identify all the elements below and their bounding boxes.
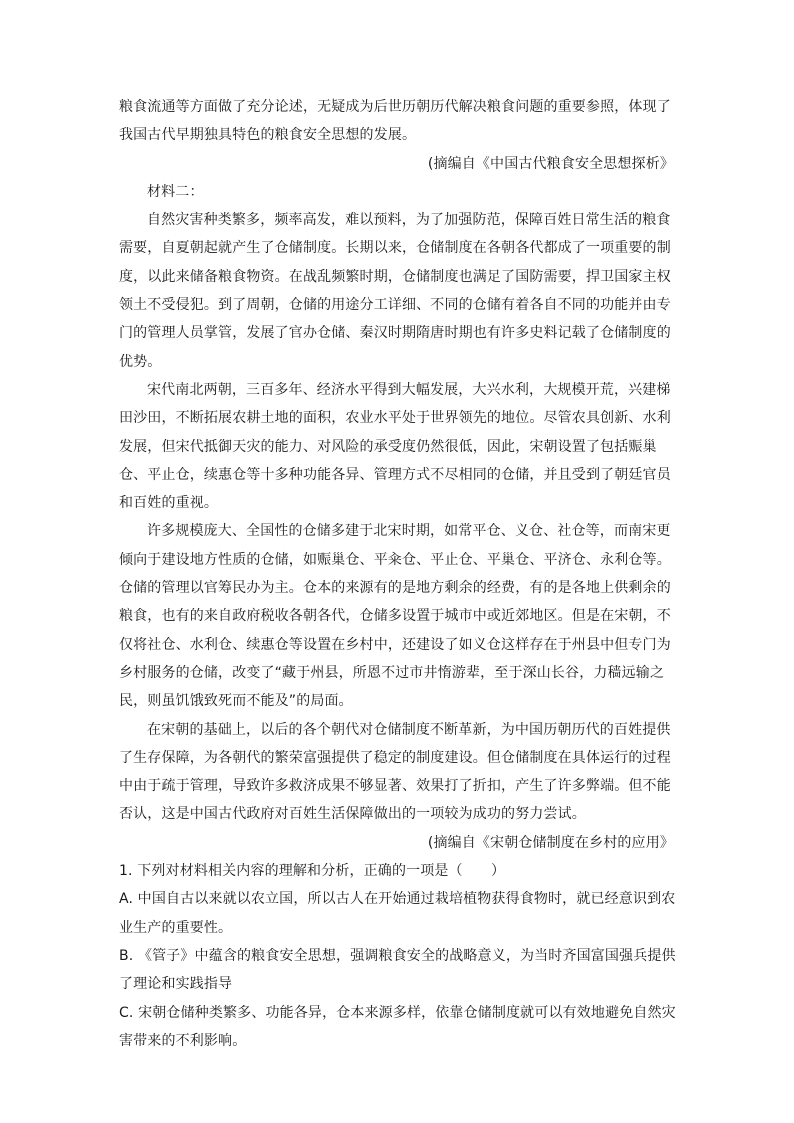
text-line: 我国古代早期独具特色的粮食安全思想的发展。 bbox=[119, 127, 417, 144]
option-line: C. 宋朝仓储种类繁多、功能各异，仓本来源多样，依靠仓储制度就可以有效地避免自然灾 bbox=[119, 1004, 676, 1021]
text-line: 许多规模庞大、全国性的仓储多建于北宋时期，如常平仓、义仓、社仓等，而南宋更 bbox=[147, 523, 671, 540]
section-heading: 材料二： bbox=[147, 183, 204, 200]
option-line: 了理论和实践指导 bbox=[119, 976, 233, 993]
text-line: 在宋朝的基础上，以后的各个朝代对仓储制度不断革新，为中国历朝历代的百姓提供 bbox=[147, 721, 671, 738]
text-line: 需要，自夏朝起就产生了仓储制度。长期以来，仓储制度在各朝各代都成了一项重要的制 bbox=[119, 240, 671, 257]
option-line: B. 《管子》中蕴含的粮食安全思想，强调粮食安全的战略意义，为当时齐国富国强兵提供 bbox=[119, 947, 676, 964]
text-line: 仅将社仓、水利仓、续惠仓等设置在乡村中，还建设了如义仓这样存在于州县中但专门为 bbox=[119, 636, 671, 653]
option-a bbox=[119, 885, 674, 942]
question-stem: 1. 下列对材料相关内容的理解和分析，正确的一项是（ ） bbox=[119, 863, 506, 880]
text-line: 领土不受侵犯。到了周朝，仓储的用途分工详细、不同的仓储有着各自不同的功能并由专 bbox=[119, 297, 671, 314]
paragraph bbox=[119, 376, 674, 517]
text-line: 粮食，也有的来自政府税收各朝各代，仓储多设置于城市中或近郊地区。但是在宋朝，不 bbox=[119, 608, 671, 625]
text-line: 度，以此来储备粮食物资。在战乱频繁时期，仓储制度也满足了国防需要，捍卫国家主权 bbox=[119, 268, 671, 285]
option-line: 害带来的不利影响。 bbox=[119, 1032, 247, 1049]
text-line: 自然灾害种类繁多，频率高发，难以预料，为了加强防范，保障百姓日常生活的粮食 bbox=[147, 212, 671, 229]
paragraph bbox=[119, 716, 674, 829]
text-line: 了生存保障，为各朝代的繁荣富强提供了稳定的制度建设。但仓储制度在具体运行的过程 bbox=[119, 749, 671, 766]
text-line: 粮食流通等方面做了充分论述，无疑成为后世历朝历代解决粮食问题的重要参照，体现了 bbox=[119, 99, 671, 115]
text-line: 门的管理人员掌管，发展了官办仓储、秦汉时期隋唐时期也有许多史料记载了仓储制度的 bbox=[119, 325, 671, 342]
text-line: 宋代南北两朝，三百多年、经济水平得到大幅发展，大兴水利，大规模开荒，兴建梯 bbox=[147, 381, 671, 398]
text-line: 仓储的管理以官筹民办为主。仓本的来源有的是地方剩余的经费，有的是各地上供剩余的 bbox=[119, 580, 671, 597]
text-line: 发展，但宋代抵御天灾的能力、对风险的承受度仍然很低，因此，宋朝设置了包括赈巢 bbox=[119, 438, 657, 455]
intro-paragraph bbox=[119, 93, 674, 150]
text-line: 中由于疏于管理，导致许多救济成果不够显著、效果打了折扣，产生了许多弊端。但不能 bbox=[119, 778, 671, 795]
text-line: 仓、平止仓，续惠仓等十多种功能各异、管理方式不尽相同的仓储，并且受到了朝廷官员 bbox=[119, 466, 671, 483]
citation-source: (摘编自《中国古代粮食安全思想探析》 bbox=[427, 155, 674, 172]
text-line: 倾向于建设地方性质的仓储，如赈巢仓、平籴仓、平止仓、平巢仓、平济仓、永利仓等。 bbox=[119, 551, 671, 568]
paragraph bbox=[119, 517, 674, 715]
option-line: A. 中国自古以来就以农立国，所以古人在开始通过栽培植物获得食物时，就已经意识到农 bbox=[119, 891, 676, 908]
text-line: 优势。 bbox=[119, 353, 162, 370]
option-line: 业生产的重要性。 bbox=[119, 919, 233, 936]
text-line: 乡村服务的仓储，改变了“藏于州县，所恩不过市井惰游辈，至于深山长谷，力穑远输之 bbox=[119, 664, 665, 681]
option-c bbox=[119, 999, 674, 1056]
question-block bbox=[119, 857, 674, 1055]
text-line: 民，则虽饥饿致死而不能及”的局面。 bbox=[119, 693, 353, 710]
text-line: 和百姓的重视。 bbox=[119, 495, 219, 512]
citation-source: (摘编自《宋朝仓储制度在乡村的应用》 bbox=[427, 834, 674, 851]
text-line: 田沙田，不断拓展农耕土地的面积，农业水平处于世界领先的地位。尽管农具创新、水利 bbox=[119, 410, 671, 427]
text-line: 否认，这是中国古代政府对百姓生活保障做出的一项较为成功的努力尝试。 bbox=[119, 806, 586, 823]
option-b bbox=[119, 942, 674, 999]
paragraph bbox=[119, 206, 674, 376]
